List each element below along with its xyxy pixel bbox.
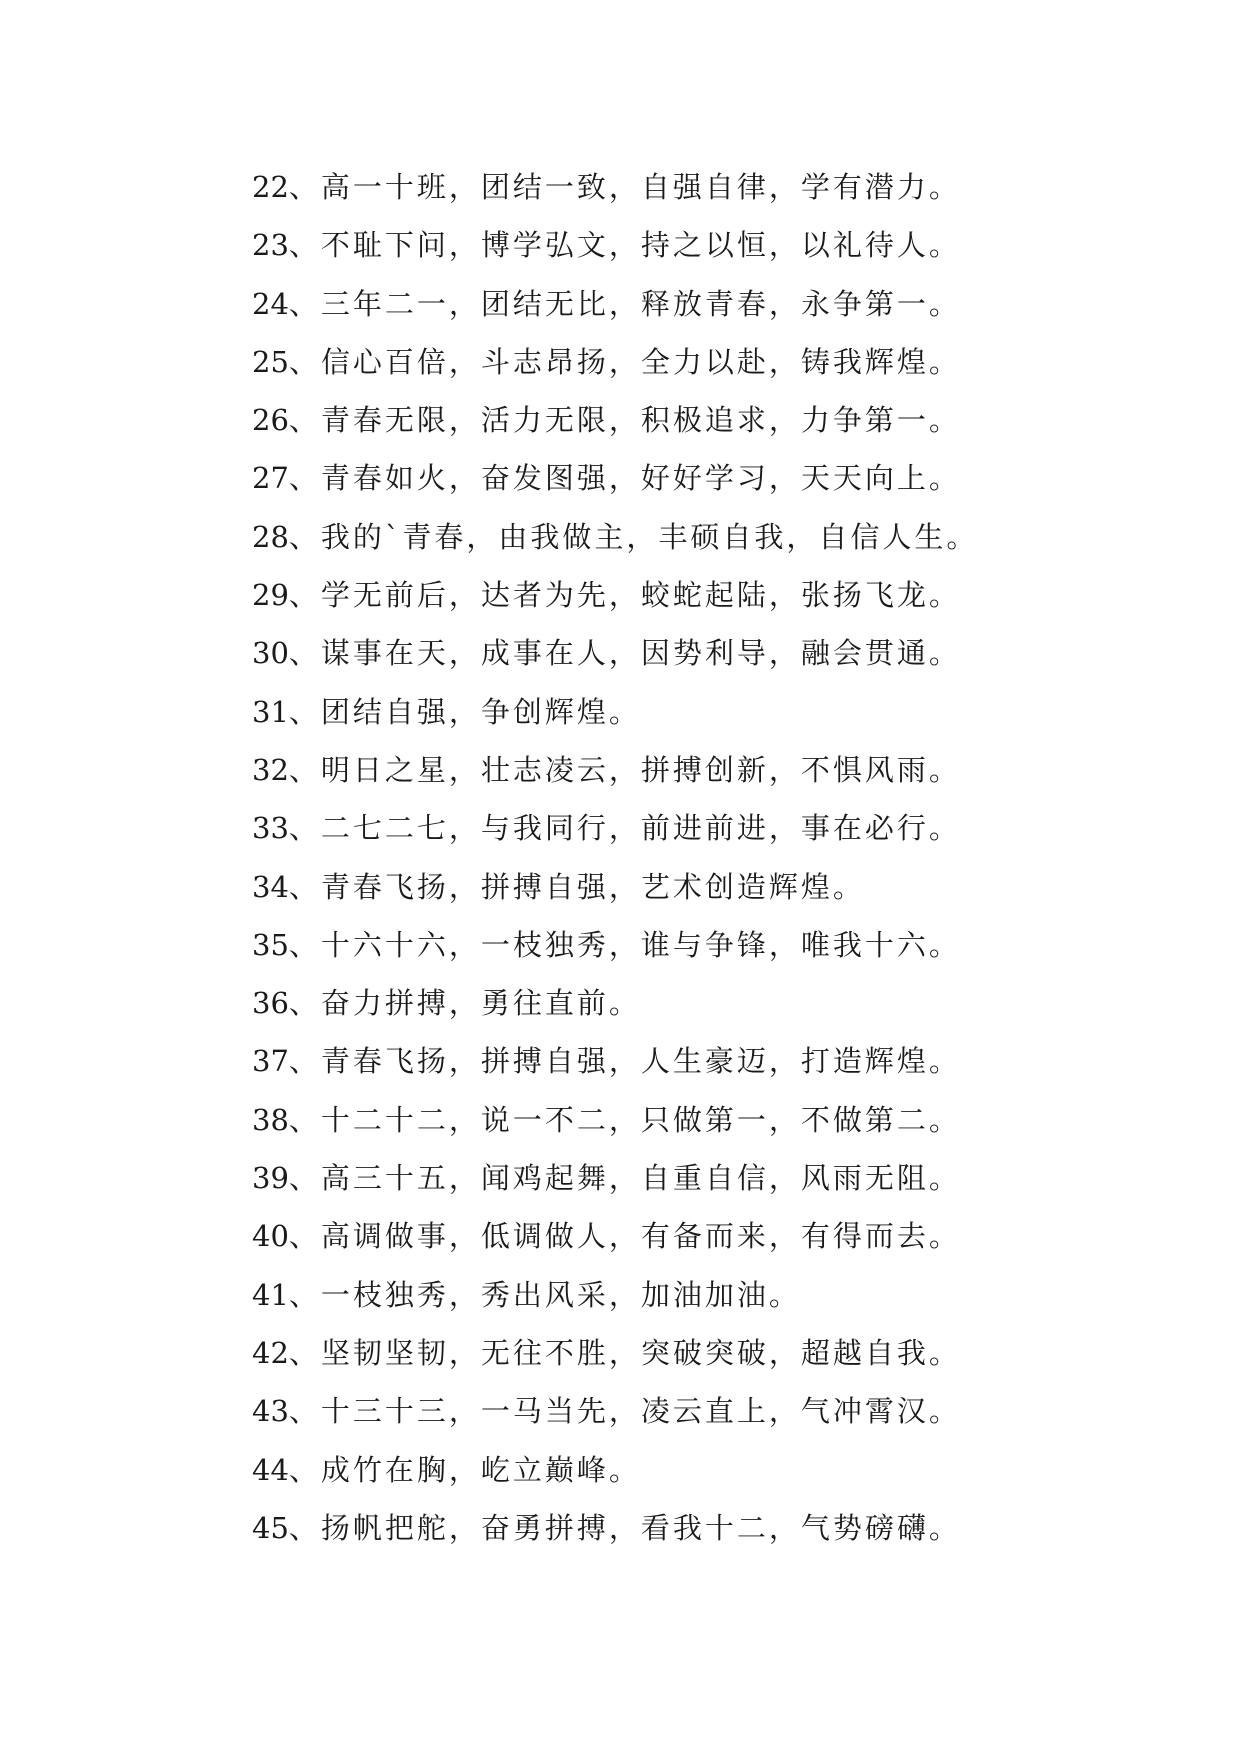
item-number: 29 (252, 578, 289, 613)
item-number: 40 (252, 1219, 289, 1254)
item-number: 22 (252, 170, 289, 204)
list-item (252, 1499, 978, 1557)
item-number: 25 (252, 344, 289, 379)
item-number: 28 (252, 519, 289, 554)
item-text: 、高调做事，低调做人，有备而来，有得而去。 (288, 1219, 961, 1254)
list-item (252, 391, 978, 449)
item-text: 、青春如火，奋发图强，好好学习，天天向上。 (288, 461, 961, 496)
item-number: 39 (252, 1161, 289, 1196)
list-item (252, 683, 978, 741)
list-item (252, 1032, 978, 1090)
item-text: 、信心百倍，斗志昂扬，全力以赴，铸我辉煌。 (288, 344, 961, 379)
item-text: 、十六十六，一枝独秀，谁与争锋，唯我十六。 (288, 927, 961, 962)
list-item (252, 1091, 978, 1149)
item-number: 26 (252, 403, 289, 438)
item-number: 34 (252, 869, 289, 904)
item-text: 、扬帆把舵，奋勇拼搏，看我十二，气势磅礴。 (288, 1510, 961, 1545)
item-text: 、团结自强，争创辉煌。 (288, 694, 641, 729)
list-item (252, 333, 978, 391)
list-item (252, 799, 978, 857)
item-text: 、一枝独秀，秀出风采，加油加油。 (288, 1277, 801, 1312)
item-number: 23 (252, 228, 289, 263)
item-number: 24 (252, 286, 289, 321)
item-text: 、十二十二，说一不二，只做第一，不做第二。 (288, 1102, 961, 1137)
item-number: 41 (252, 1277, 289, 1312)
item-number: 31 (252, 694, 289, 729)
item-text: 、高一十班，团结一致，自强自律，学有潜力。 (288, 170, 961, 204)
item-text: 、谋事在天，成事在人，因势利导，融会贯通。 (288, 636, 961, 671)
list-item (252, 858, 978, 916)
item-text: 、成竹在胸，屹立巅峰。 (288, 1452, 641, 1487)
list-item (252, 1266, 978, 1324)
item-text: 、我的`青春，由我做主，丰硕自我，自信人生。 (288, 519, 979, 554)
list-item (252, 216, 978, 274)
list-item (252, 1441, 978, 1499)
item-number: 37 (252, 1044, 289, 1079)
item-text: 、二七二七，与我同行，前进前进，事在必行。 (288, 811, 961, 846)
item-number: 32 (252, 752, 289, 787)
item-text: 、青春飞扬，拼搏自强，艺术创造辉煌。 (288, 869, 865, 904)
slogan-list (252, 158, 978, 1557)
item-number: 35 (252, 927, 289, 962)
item-number: 33 (252, 811, 289, 846)
list-item (252, 566, 978, 624)
list-item (252, 916, 978, 974)
item-number: 45 (252, 1510, 289, 1545)
list-item (252, 1149, 978, 1207)
item-text: 、明日之星，壮志凌云，拼搏创新，不惧风雨。 (288, 752, 961, 787)
item-text: 、不耻下问，博学弘文，持之以恒，以礼待人。 (288, 228, 961, 263)
item-number: 27 (252, 461, 289, 496)
item-text: 、十三十三，一马当先，凌云直上，气冲霄汉。 (288, 1394, 961, 1429)
list-item (252, 974, 978, 1032)
item-number: 42 (252, 1335, 289, 1370)
item-number: 30 (252, 636, 289, 671)
item-text: 、三年二一，团结无比，释放青春，永争第一。 (288, 286, 961, 321)
item-number: 36 (252, 986, 289, 1021)
item-text: 、学无前后，达者为先，蛟蛇起陆，张扬飞龙。 (288, 578, 961, 613)
item-text: 、青春飞扬，拼搏自强，人生豪迈，打造辉煌。 (288, 1044, 961, 1079)
list-item (252, 449, 978, 507)
item-text: 、青春无限，活力无限，积极追求，力争第一。 (288, 403, 961, 438)
item-text: 、高三十五，闻鸡起舞，自重自信，风雨无阻。 (288, 1161, 961, 1196)
list-item (252, 1324, 978, 1382)
item-text: 、坚韧坚韧，无往不胜，突破突破，超越自我。 (288, 1335, 961, 1370)
item-number: 44 (252, 1452, 289, 1487)
list-item (252, 741, 978, 799)
item-number: 43 (252, 1394, 289, 1429)
list-item (252, 624, 978, 682)
list-item (252, 158, 978, 216)
list-item (252, 1382, 978, 1440)
item-number: 38 (252, 1102, 289, 1137)
list-item (252, 275, 978, 333)
list-item (252, 1207, 978, 1265)
list-item (252, 508, 978, 566)
item-text: 、奋力拼搏，勇往直前。 (288, 986, 641, 1021)
